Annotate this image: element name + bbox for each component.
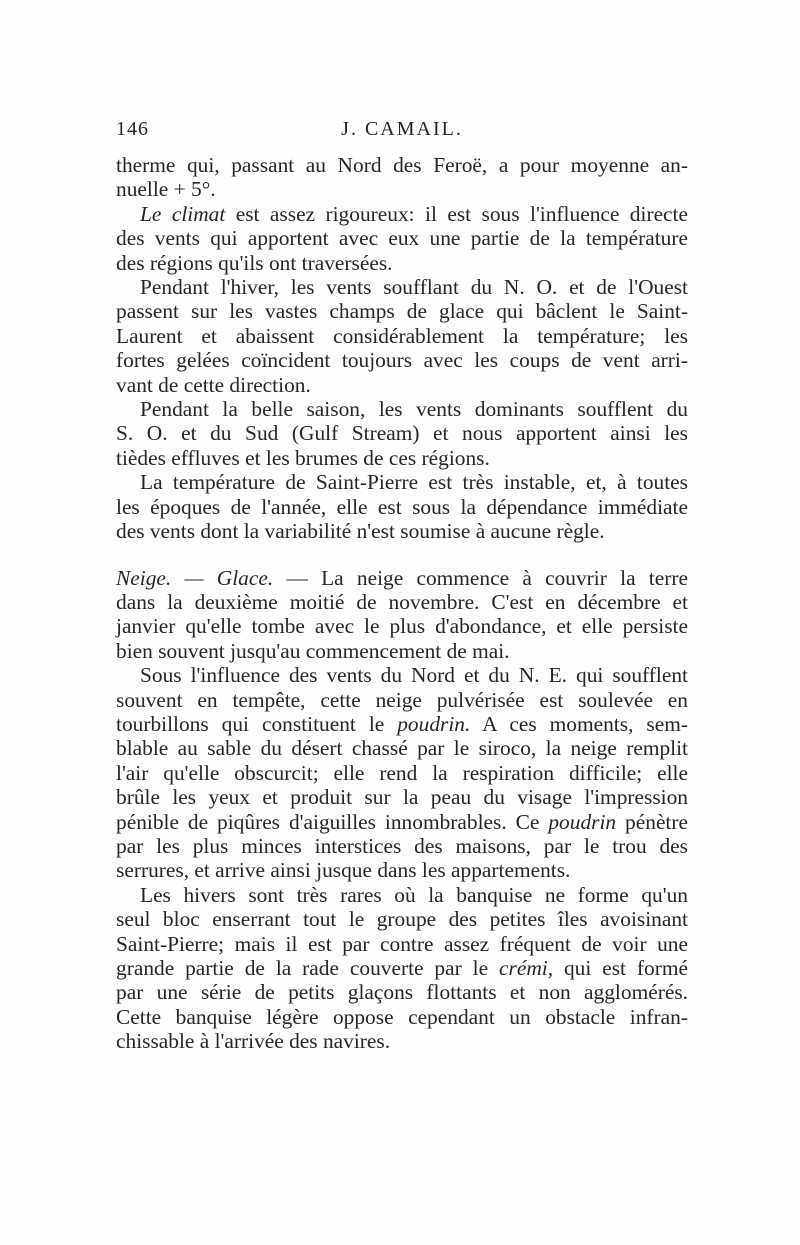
text-run: pénètre: [616, 809, 688, 834]
text-line: par une série de petits glaçons flottants et non agglomérés.: [116, 980, 688, 1005]
text-line: Pendant l'hiver, les vents soufflant du N. O. et de l'Ouest: [140, 275, 688, 300]
page-header: [116, 118, 688, 148]
text-run: est assez rigoureux: il est sous l'influence directe: [225, 201, 688, 226]
text-line: brûle les yeux et produit sur la peau du visage l'impression: [116, 785, 688, 810]
text-line: [116, 810, 688, 834]
text-line: Les hivers sont très rares où la banquise ne forme qu'un: [140, 882, 688, 907]
text-line: fortes gelées coïncident toujours avec les coups de vent arri-: [116, 348, 688, 373]
text-run: pénible de piqûres d'aiguilles innombrables. Ce: [116, 809, 549, 834]
text-line: tièdes effluves et les brumes de ces régions.: [116, 445, 490, 470]
text-line: des vents dont la variabilité n'est soumise à aucune règle.: [116, 519, 605, 544]
text-line: [116, 566, 688, 590]
text-line: chissable à l'arrivée des navires.: [116, 1029, 391, 1054]
body-text: [116, 153, 688, 1054]
paragraph: [116, 153, 688, 202]
paragraph: [116, 202, 688, 275]
italic-term: poudrin.: [397, 711, 471, 736]
text-line: souvent en tempête, cette neige pulvérisée est soulevée en: [116, 687, 688, 712]
running-head: J. CAMAIL.: [341, 118, 463, 140]
paragraph: [116, 275, 688, 397]
text-line: vant de cette direction.: [116, 372, 311, 397]
paragraph: [116, 883, 688, 1054]
text-run: qui est formé: [553, 956, 688, 980]
paragraph: [116, 663, 688, 883]
paragraph: [116, 566, 688, 664]
text-run: — La neige commence à couvrir la terre: [273, 565, 688, 590]
text-line: janvier qu'elle tombe avec le plus d'abondance, et elle persiste: [116, 614, 688, 639]
text-line: La température de Saint-Pierre est très instable, et, à toutes: [140, 470, 688, 495]
text-line: nuelle + 5°.: [116, 177, 216, 202]
text-line: therme qui, passant au Nord des Feroë, a pour moyenne an-: [116, 153, 688, 177]
text-run: grande partie de la rade couverte par le: [116, 956, 500, 980]
paragraph: [116, 470, 688, 543]
text-line: les époques de l'année, elle est sous la dépendance immédiate: [116, 494, 688, 519]
text-line: des vents qui apportent avec eux une partie de la température: [116, 226, 688, 251]
text-line: [116, 712, 688, 736]
text-line: seul bloc enserrant tout le groupe des petites îles avoisinant: [116, 907, 688, 932]
text-line: Laurent et abaissent considérablement la température; les: [116, 323, 688, 348]
text-line: bien souvent jusqu'au commencement de mai.: [116, 638, 510, 663]
text-run: A ces moments, sem-: [470, 711, 688, 736]
section-heading: Neige. — Glace.: [116, 565, 274, 590]
text-line: l'air qu'elle obscurcit; elle rend la respiration difficile; elle: [116, 760, 688, 785]
text-line: passent sur les vastes champs de glace qui bâclent le Saint-: [116, 299, 688, 324]
text-line: [116, 956, 688, 980]
text-line: Sous l'influence des vents du Nord et du N. E. qui soufflent: [140, 663, 688, 688]
text-line: Saint-Pierre; mais il est par contre assez fréquent de voir une: [116, 931, 688, 956]
text-line: dans la deuxième moitié de novembre. C'est en décembre et: [116, 589, 688, 614]
italic-term: poudrin: [548, 809, 617, 834]
paragraph: [116, 397, 688, 470]
text-line: serrures, et arrive ainsi jusque dans les appartements.: [116, 858, 571, 883]
text-line: S. O. et du Sud (Gulf Stream) et nous apportent ainsi les: [116, 421, 688, 446]
text-line: Cette banquise légère oppose cependant un obstacle infran-: [116, 1004, 688, 1029]
text-line: par les plus minces interstices des maisons, par le trou des: [116, 833, 688, 858]
italic-term: Le climat: [140, 201, 226, 226]
page-number: 146: [116, 118, 149, 140]
text-line: Pendant la belle saison, les vents dominants soufflent du: [140, 397, 688, 422]
italic-term: crémi,: [499, 956, 554, 980]
text-line: des régions qu'ils ont traversées.: [116, 250, 393, 275]
text-line: blable au sable du désert chassé par le siroco, la neige remplit: [116, 736, 688, 761]
text-line: [116, 202, 688, 226]
section-gap: [116, 544, 688, 566]
text-run: tourbillons qui constituent le: [116, 711, 398, 736]
